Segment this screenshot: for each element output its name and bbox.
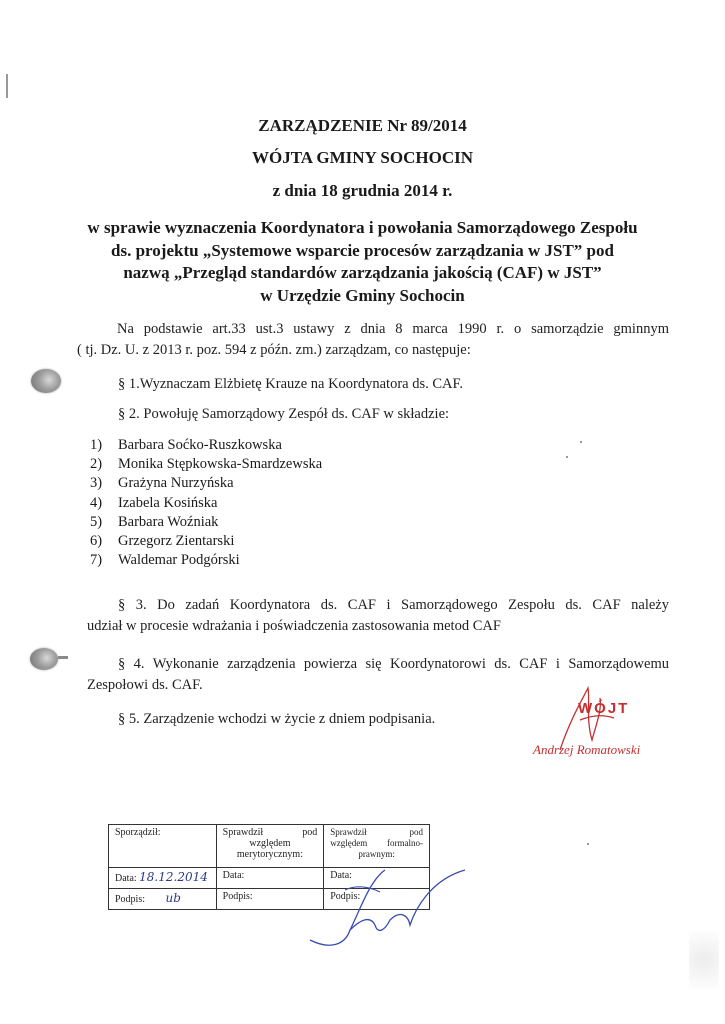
section-3-line-2: udział w procesie wdrażania i poświadczenia zastosowania metod CAF [87,617,501,634]
section-3-line-1: § 3. Do zadań Koordynatora ds. CAF i Samorządowego Zespołu ds. CAF należy [118,597,669,613]
document-subject [40,217,685,307]
member-name: Izabela Kosińska [118,494,218,511]
punch-hole-bottom [30,648,58,670]
legal-basis-paragraph [77,319,669,360]
member-name: Waldemar Podgórski [118,552,240,569]
stamp-title: WÓJT [578,700,630,717]
list-item [90,474,322,493]
list-number: 6) [90,533,103,550]
list-number: 3) [90,475,103,492]
section-3 [87,595,669,636]
prepared-sign-cell: Podpis: ub [109,889,217,910]
document-issuer: WÓJTA GMINY SOCHOCIN [251,148,474,167]
member-name: Grażyna Nurzyńska [118,475,234,492]
section-1: § 1.Wyznaczam Elżbietę Krauze na Koordynatora ds. CAF. [118,376,464,392]
scan-edge-mark [6,74,8,98]
scan-noise [689,930,719,990]
punch-hole-top [31,369,61,393]
handwritten-date: 18.12.2014 [139,870,208,884]
list-item [90,455,322,474]
member-name: Grzegorz Zientarski [118,533,235,550]
handwritten-initials: ub [165,891,181,905]
list-number: 5) [90,513,103,530]
legal-date-cell: Data: [324,868,430,889]
list-number: 1) [90,437,103,453]
mayor-stamp [530,680,650,770]
member-name: Barbara Woźniak [118,513,219,530]
list-item [90,436,322,455]
prepared-by-header: Sporządził: [109,825,217,868]
team-members-list [90,436,322,570]
stamp-name: Andrzej Romatowski [533,742,641,757]
list-number: 4) [90,494,103,511]
legal-signature-icon [290,850,470,960]
scan-speck [587,843,589,845]
subject-line: nazwą „Przegląd standardów zarządzania jakością (CAF) w JST” [123,263,602,282]
legal-basis-line-1: Na podstawie art.33 ust.3 ustawy z dnia 8 marca 1990 r. o samorządzie gminnym [117,321,669,337]
legal-sign-cell: Podpis: [324,889,430,910]
list-item [90,494,322,513]
merit-date-cell: Data: [216,868,324,889]
list-number: 7) [90,552,103,569]
section-4-line-1: § 4. Wykonanie zarządzenia powierza się Koordynatorowi ds. CAF i Samorządowemu [118,656,669,672]
legal-basis-line-2: ( tj. Dz. U. z 2013 r. poz. 594 z późn. zm.) zarządzam, co następuje: [77,341,471,358]
subject-line: ds. projektu „Systemowe wsparcie procesów zarządzania w JST” pod [111,240,614,260]
subject-line: w sprawie wyznaczenia Koordynatora i powołania Samorządowego Zespołu [87,218,638,237]
scan-speck [566,456,568,458]
section-4-line-2: Zespołowi ds. CAF. [87,676,203,693]
subject-line: w Urzędzie Gminy Sochocin [260,285,465,305]
document-title: ZARZĄDZENIE Nr 89/2014 [258,116,467,135]
section-2: § 2. Powołuję Samorządowy Zespół ds. CAF w składzie: [118,406,450,422]
merit-check-header: Sprawdził pod względem merytorycznym: [216,825,324,868]
legal-check-header: Sprawdził pod względem formalno- prawnym: [324,825,430,868]
member-name: Monika Stępkowska-Smardzewska [118,456,323,473]
section-5: § 5. Zarządzenie wchodzi w życie z dniem podpisania. [118,711,436,727]
merit-sign-cell: Podpis: [216,889,324,910]
scan-speck [580,441,582,443]
list-item [90,551,322,570]
list-item [90,532,322,551]
document-date: z dnia 18 grudnia 2014 r. [272,181,453,200]
member-name: Barbara Soćko-Ruszkowska [118,437,282,453]
list-item [90,513,322,532]
list-number: 2) [90,456,103,473]
prepared-date-cell: Data: 18.12.2014 [109,868,217,889]
